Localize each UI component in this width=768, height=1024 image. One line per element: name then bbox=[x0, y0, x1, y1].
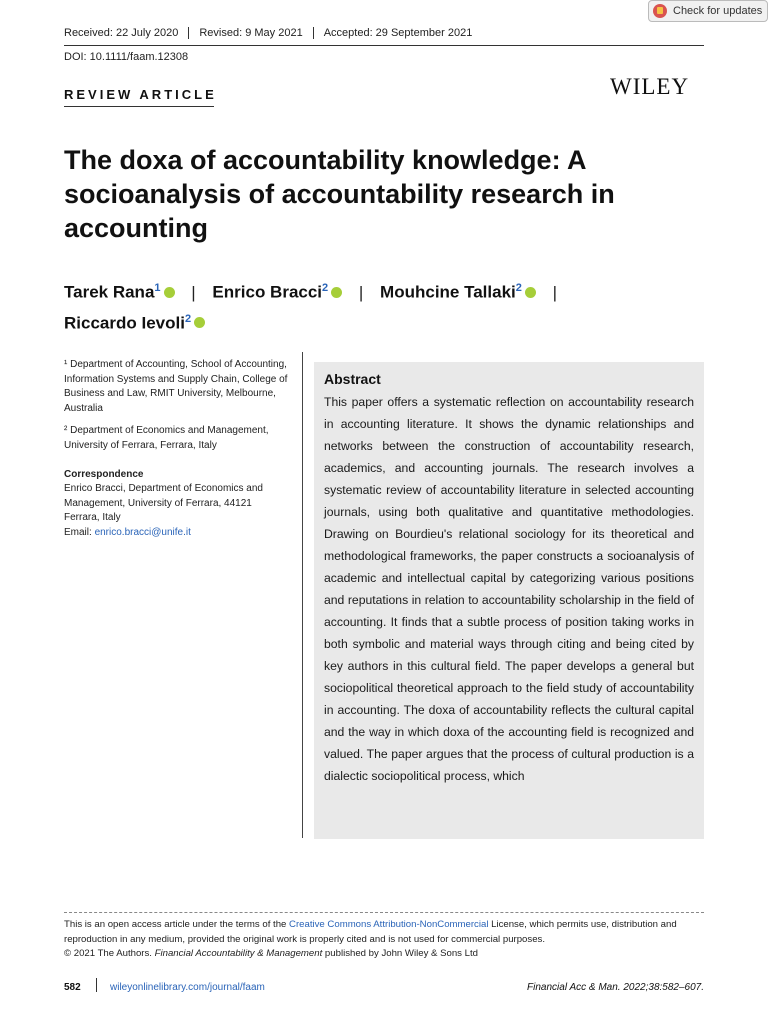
header-divider bbox=[64, 45, 704, 46]
revised-date: Revised: 9 May 2021 bbox=[188, 27, 312, 39]
page-number: 582 bbox=[64, 982, 81, 993]
crossmark-icon bbox=[653, 4, 667, 18]
abstract-box bbox=[314, 362, 704, 839]
journal-site-link[interactable]: wileyonlinelibrary.com/journal/faam bbox=[110, 982, 265, 993]
journal-citation bbox=[527, 982, 704, 993]
footer-separator bbox=[96, 978, 97, 992]
affiliations-column bbox=[64, 358, 290, 549]
copyright-text: © 2021 The Authors. bbox=[64, 948, 155, 960]
correspondence bbox=[64, 468, 290, 541]
article-type-underline bbox=[64, 106, 214, 107]
affiliation-marker[interactable]: 2 bbox=[322, 282, 329, 294]
article-title: The doxa of accountability knowledge: A socioanalysis of accountability research in accounting bbox=[64, 145, 615, 243]
affiliation-2: ² Department of Economics and Management, University of Ferrara, Ferrara, Italy bbox=[64, 425, 269, 451]
article-type: REVIEW ARTICLE bbox=[64, 87, 217, 102]
author-list bbox=[64, 275, 684, 336]
orcid-icon[interactable] bbox=[331, 287, 342, 298]
author-separator: | bbox=[191, 282, 196, 302]
orcid-icon[interactable] bbox=[525, 287, 536, 298]
citation-text: Financial Acc & Man. 2022;38:582–607. bbox=[527, 982, 704, 993]
doi[interactable]: DOI: 10.1111/faam.12308 bbox=[64, 51, 189, 63]
affiliation-marker[interactable]: 2 bbox=[184, 312, 192, 325]
check-for-updates-label: Check for updates bbox=[673, 5, 763, 17]
author-name[interactable]: Mouhcine Tallaki bbox=[380, 282, 516, 302]
abstract-text: This paper offers a systematic reflection on accountability research in accounting literature. It shows the dynamic relationships and networks between the construction of accountability research, academics, and accounting journals. The research involves a systematic review of accountability literature in selected accounting journals, using both qualitative and quantitative methodologies. Drawing on Bourdieu's relational sociology for its theoretical and methodological frameworks, the paper constructs a socioanalysis of academic and intellectual capital by categorizing various positions and reputations in relation to accountability scholarship in the field of accounting. It finds that a subtle process of position taking works in both symbolic and material ways through citing and being cited by key authors in this cultural field. The paper develops a general but sociopolitical theoretical approach to the field study of accountability in accounting. The doxa of accountability reflects the cultural capital and the way in which doxa of the accounting field is recognized and valued. The paper argues that the process of cultural production is a dialectic sociopolitical process, which bbox=[324, 395, 694, 783]
correspondence-address: Enrico Bracci, Department of Economics and Management, University of Ferrara, 44121 Ferrara, Italy bbox=[64, 483, 263, 524]
license-link[interactable]: Creative Commons Attribution-NonCommercial bbox=[289, 919, 489, 930]
license-notice bbox=[64, 918, 704, 962]
publisher-logo: WILEY bbox=[610, 74, 690, 99]
email-link[interactable]: enrico.bracci@unife.it bbox=[94, 526, 191, 538]
abstract-heading: Abstract bbox=[324, 371, 381, 387]
author-name[interactable]: Riccardo Ievoli bbox=[64, 313, 185, 333]
affiliation-marker[interactable]: 2 bbox=[515, 282, 522, 294]
email-label: Email: bbox=[64, 526, 95, 538]
accepted-date: Accepted: 29 September 2021 bbox=[313, 27, 483, 39]
license-divider bbox=[64, 912, 704, 913]
copyright-text: published by John Wiley & Sons Ltd bbox=[322, 948, 478, 960]
correspondence-heading: Correspondence bbox=[64, 468, 144, 480]
author-name[interactable]: Tarek Rana bbox=[64, 282, 155, 302]
author-separator: | bbox=[358, 282, 364, 302]
journal-name: Financial Accountability & Management bbox=[154, 948, 323, 960]
license-text: License, which permits use, distribution and reproduction in any medium, provided the original work is properly cited and is not used for commercial purposes. bbox=[64, 919, 677, 945]
license-text: This is an open access article under the terms of the bbox=[64, 919, 290, 930]
affiliation-marker[interactable]: 1 bbox=[154, 282, 161, 294]
orcid-icon[interactable] bbox=[164, 287, 175, 298]
orcid-icon[interactable] bbox=[194, 317, 205, 328]
affiliation-1: ¹ Department of Accounting, School of Accounting, Information Systems and Supply Chain, College of Business and Law, RMIT University, Melbourne, Australia bbox=[64, 359, 288, 414]
check-for-updates-button[interactable] bbox=[648, 0, 768, 22]
author-separator: | bbox=[552, 282, 558, 302]
article-dates bbox=[64, 27, 482, 39]
column-divider bbox=[302, 352, 303, 838]
received-date: Received: 22 July 2020 bbox=[64, 27, 179, 39]
author-name[interactable]: Enrico Bracci bbox=[212, 282, 323, 302]
